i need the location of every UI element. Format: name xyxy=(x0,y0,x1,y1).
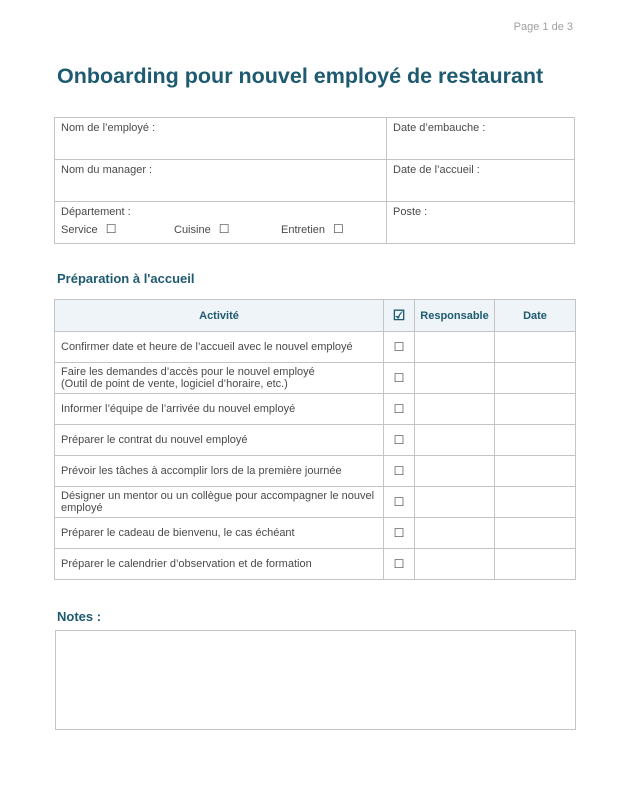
table-row xyxy=(55,332,576,363)
page-number: Page 1 de 3 xyxy=(513,21,573,33)
checkmark-icon: ☑ xyxy=(392,307,406,323)
checkbox-icon[interactable]: ☐ xyxy=(393,433,405,447)
checkbox-icon[interactable]: ☐ xyxy=(218,222,230,236)
task-checkbox[interactable] xyxy=(384,332,415,363)
task-checkbox[interactable] xyxy=(384,394,415,425)
date-cell[interactable] xyxy=(495,425,576,456)
department-option-cuisine[interactable] xyxy=(174,222,229,236)
responsible-column-header: Responsable xyxy=(415,300,495,332)
task-checkbox[interactable] xyxy=(384,425,415,456)
date-cell[interactable] xyxy=(495,456,576,487)
checkbox-icon[interactable]: ☐ xyxy=(393,402,405,416)
responsible-cell[interactable] xyxy=(415,487,495,518)
table-row xyxy=(55,425,576,456)
responsible-cell[interactable] xyxy=(415,363,495,394)
department-option-label: Entretien xyxy=(281,224,326,236)
responsible-cell[interactable] xyxy=(415,332,495,363)
activity-text: Désigner un mentor ou un collègue pour accompagner le nouvel xyxy=(61,490,375,502)
welcome-date-field[interactable] xyxy=(387,160,575,202)
check-column-header xyxy=(384,300,415,332)
table-row xyxy=(55,549,576,580)
date-cell[interactable] xyxy=(495,394,576,425)
table-row xyxy=(55,456,576,487)
activity-cell xyxy=(55,487,384,518)
table-row xyxy=(55,363,576,394)
date-cell[interactable] xyxy=(495,332,576,363)
task-checkbox[interactable] xyxy=(384,518,415,549)
preparation-heading: Préparation à l'accueil xyxy=(57,271,195,286)
manager-name-field[interactable] xyxy=(55,160,387,202)
activity-text-secondary: (Outil de point de vente, logiciel d’horaire, etc.) xyxy=(61,378,288,390)
activity-cell xyxy=(55,425,384,456)
checkbox-icon[interactable]: ☐ xyxy=(393,371,405,385)
activity-text: Faire les demandes d’accès pour le nouvel employé xyxy=(61,366,315,378)
checkbox-icon[interactable]: ☐ xyxy=(393,495,405,509)
welcome-date-label: Date de l’accueil : xyxy=(393,164,480,176)
date-cell[interactable] xyxy=(495,518,576,549)
checkbox-icon[interactable]: ☐ xyxy=(333,222,344,236)
responsible-cell[interactable] xyxy=(415,518,495,549)
table-row xyxy=(55,487,576,518)
activity-cell xyxy=(55,363,384,394)
checkbox-icon[interactable]: ☐ xyxy=(393,340,405,354)
hire-date-label: Date d’embauche : xyxy=(393,122,486,134)
department-option-entretien[interactable] xyxy=(281,222,344,236)
task-checkbox[interactable] xyxy=(384,487,415,518)
task-checkbox[interactable] xyxy=(384,363,415,394)
activity-text: Confirmer date et heure de l’accueil avec le nouvel employé xyxy=(61,341,353,353)
table-header-row xyxy=(55,300,576,332)
employee-name-field[interactable] xyxy=(55,118,387,160)
responsible-cell[interactable] xyxy=(415,549,495,580)
responsible-cell[interactable] xyxy=(415,394,495,425)
checkbox-icon[interactable]: ☐ xyxy=(105,222,117,236)
task-checkbox[interactable] xyxy=(384,456,415,487)
activity-text: Informer l’équipe de l’arrivée du nouvel employé xyxy=(61,403,296,415)
notes-heading: Notes : xyxy=(57,609,102,624)
activity-cell xyxy=(55,518,384,549)
date-column-header: Date xyxy=(495,300,576,332)
activity-text-secondary: employé xyxy=(61,502,103,514)
department-field xyxy=(55,202,387,244)
department-option-label: Service xyxy=(61,224,98,236)
employee-name-label: Nom de l’employé : xyxy=(61,122,156,134)
department-option-service[interactable] xyxy=(61,222,116,236)
activity-cell xyxy=(55,456,384,487)
table-row xyxy=(55,518,576,549)
hire-date-field[interactable] xyxy=(387,118,575,160)
position-field[interactable] xyxy=(387,202,575,244)
table-row xyxy=(55,394,576,425)
activity-text: Prévoir les tâches à accomplir lors de la première journée xyxy=(61,465,342,477)
date-cell[interactable] xyxy=(495,549,576,580)
department-options xyxy=(55,218,386,238)
manager-name-label: Nom du manager : xyxy=(61,164,153,176)
notes-area[interactable] xyxy=(55,630,576,730)
responsible-cell[interactable] xyxy=(415,456,495,487)
department-label: Département : xyxy=(61,206,131,218)
document-title: Onboarding pour nouvel employé de restaurant xyxy=(57,64,544,88)
activity-text: Préparer le calendrier d’observation et de formation xyxy=(61,558,312,570)
activity-cell xyxy=(55,394,384,425)
position-label: Poste : xyxy=(393,206,428,218)
employee-info-table xyxy=(54,117,575,244)
activity-text: Préparer le contrat du nouvel employé xyxy=(61,434,248,446)
date-cell[interactable] xyxy=(495,487,576,518)
checkbox-icon[interactable]: ☐ xyxy=(393,464,405,478)
date-cell[interactable] xyxy=(495,363,576,394)
task-checkbox[interactable] xyxy=(384,549,415,580)
checkbox-icon[interactable]: ☐ xyxy=(393,557,405,571)
activity-cell xyxy=(55,332,384,363)
checkbox-icon[interactable]: ☐ xyxy=(393,526,405,540)
activity-text: Préparer le cadeau de bienvenu, le cas échéant xyxy=(61,527,295,539)
activity-column-header: Activité xyxy=(55,300,384,332)
preparation-table xyxy=(54,299,576,580)
responsible-cell[interactable] xyxy=(415,425,495,456)
activity-cell xyxy=(55,549,384,580)
department-option-label: Cuisine xyxy=(174,224,211,236)
